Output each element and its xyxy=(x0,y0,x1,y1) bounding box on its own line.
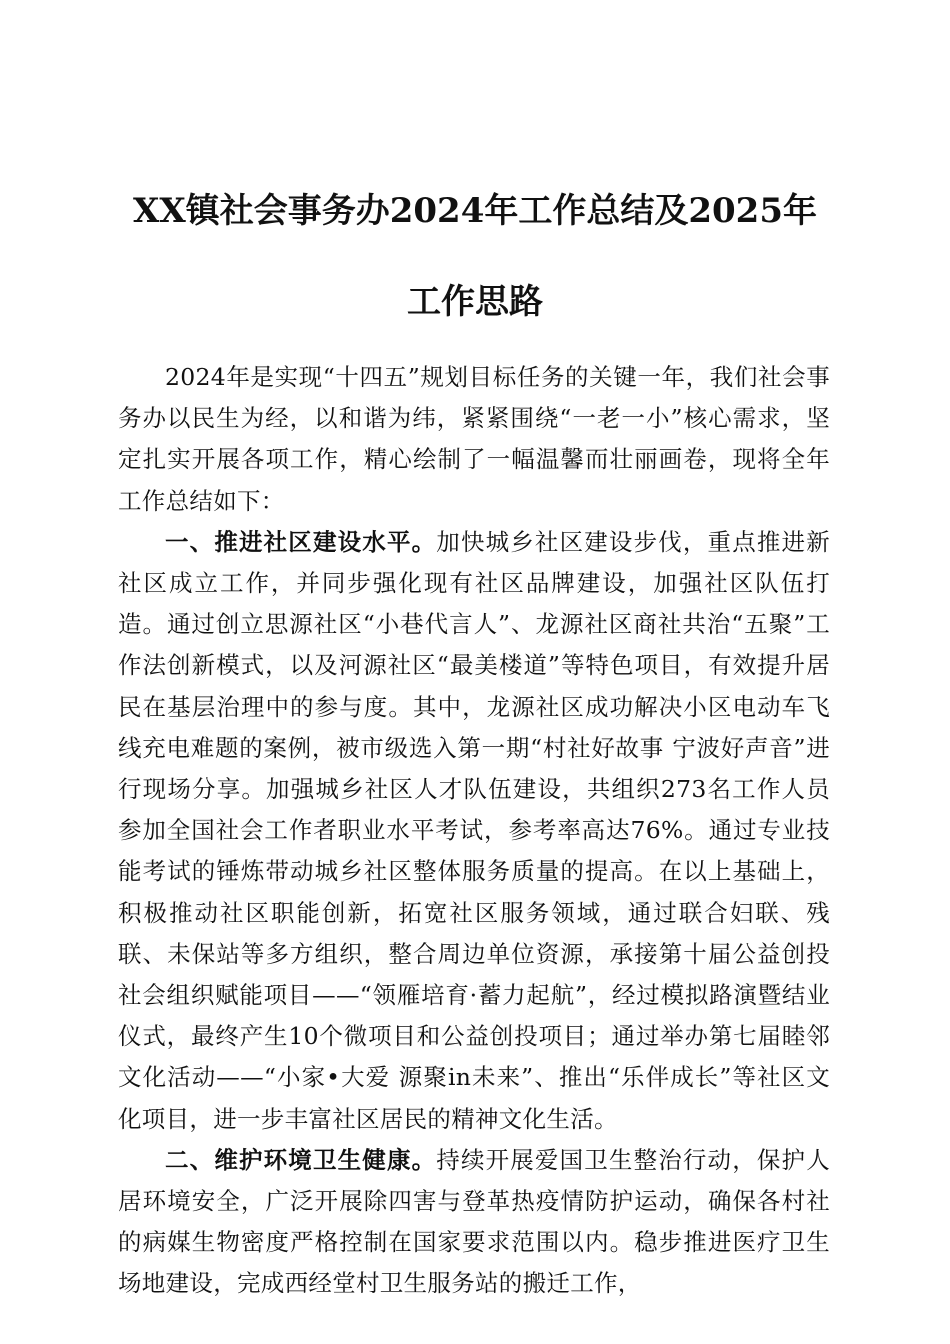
section-heading-2: 二、维护环境卫生健康。 xyxy=(165,1145,437,1174)
title-line-2: 工作思路 xyxy=(407,282,543,322)
document-title xyxy=(100,166,850,348)
document-body xyxy=(118,357,830,1305)
section-heading-1: 一、推进社区建设水平。 xyxy=(165,527,437,556)
section-text-2: 持续开展爱国卫生整治行动，保护人居环境安全，广泛开展除四害与登革热疫情防护运动，确保各村社的病媒生物密度严格控制在国家要求范围以内。稳步推进医疗卫生场地建设，完成西经堂村卫生服务站的搬迁工作， xyxy=(118,1145,830,1298)
section-paragraph-2 xyxy=(118,1140,830,1305)
title-line-1: XX镇社会事务办2024年工作总结及2025年 xyxy=(132,191,818,231)
section-paragraph-1 xyxy=(118,522,830,1140)
intro-paragraph: 2024年是实现“十四五”规划目标任务的关键一年，我们社会事务办以民生为经，以和谐为纬，紧紧围绕“一老一小”核心需求，坚定扎实开展各项工作，精心绘制了一幅温馨而壮丽画卷，现将全年工作总结如下： xyxy=(118,363,830,515)
section-text-1: 加快城乡社区建设步伐，重点推进新社区成立工作，并同步强化现有社区品牌建设，加强社区队伍打造。通过创立思源社区“小巷代言人”、龙源社区商社共治“五聚”工作法创新模式，以及河源社区“最美楼道”等特色项目，有效提升居民在基层治理中的参与度。其中，龙源社区成功解决小区电动车飞线充电难题的案例，被市级选入第一期“村社好故事 宁波好声音”进行现场分享。加强城乡社区人才队伍建设，共组织273名工作人员参加全国社会工作者职业水平考试，参考率高达76%。通过专业技能考试的锤炼带动城乡社区整体服务质量的提高。在以上基础上，积极推动社区职能创新，拓宽社区服务领域，通过联合妇联、残联、未保站等多方组织，整合周边单位资源，承接第十届公益创投社会组织赋能项目——“领雁培育·蓄力起航”，经过模拟路演暨结业仪式，最终产生10个微项目和公益创投项目；通过举办第七届睦邻文化活动——“小家•大爱 源聚in未来”、推出“乐伴成长”等社区文化项目，进一步丰富社区居民的精神文化生活。 xyxy=(118,527,830,1133)
